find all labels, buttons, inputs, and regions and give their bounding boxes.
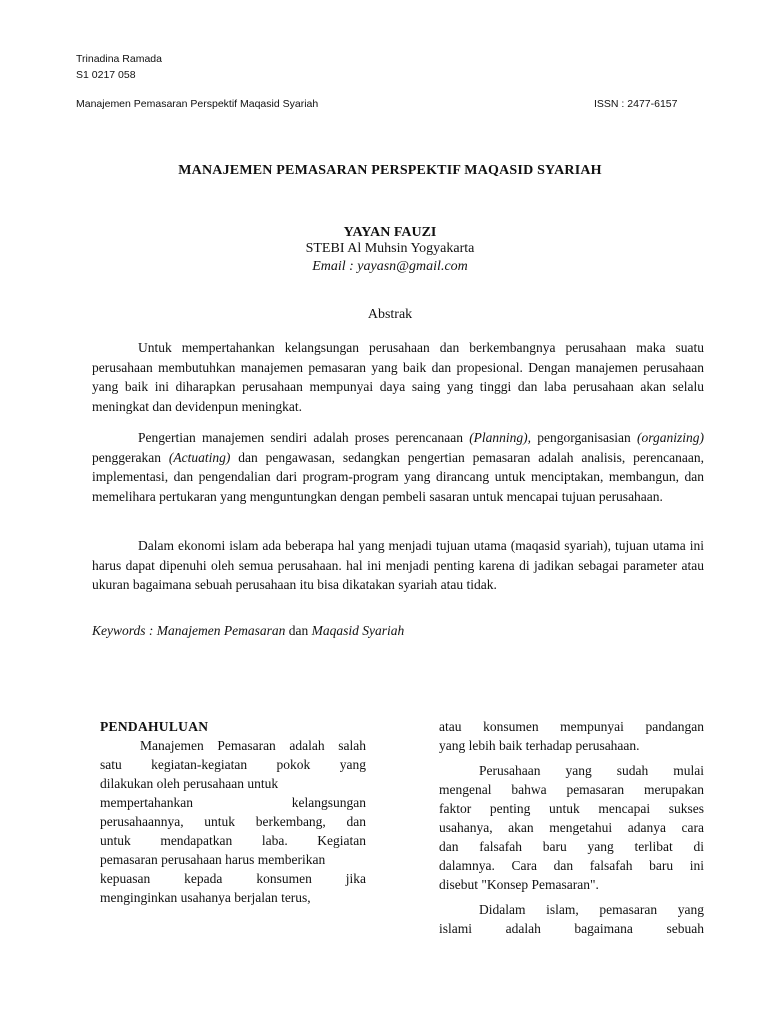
body-line: yang lebih baik terhadap perusahaan. [439, 738, 640, 753]
body-line: satu kegiatan-kegiatan pokok yang [100, 757, 366, 772]
abstract-heading: Abstrak [367, 307, 413, 322]
right-column-paragraph-3 [439, 900, 704, 938]
body-line: Perusahaan yang sudah mulai [479, 763, 704, 778]
keywords-label: Keywords : Manajemen Pemasaran [92, 623, 286, 638]
left-column-paragraph [100, 736, 366, 907]
abstract-p2-text-3: penggerakan [92, 449, 169, 465]
author-email: Email : yayasn@gmail.com [312, 259, 468, 274]
abstract-p2-text-4: dan pengawasan, sedangkan pengertian pemasaran adalah analisis, perencanaan, implementasi, dan pengendalian dari program-program yang dirancang untuk menciptakan, membangun, dan memelihara pertukaran yang menguntungkan dengan pembeli sasaran untuk mencapai tujuan perusahaan. [92, 449, 704, 504]
abstract-p2-term-planning: (Planning), [469, 430, 532, 445]
right-column-paragraph-2 [439, 761, 704, 894]
body-line: usahanya, akan mengetahui adanya cara [439, 820, 704, 835]
section-heading: PENDAHULUAN [100, 719, 209, 734]
keywords-term-2: Maqasid Syariah [311, 623, 405, 638]
author-affiliation: STEBI Al Muhsin Yogyakarta [305, 241, 475, 256]
keywords-conjunction: dan [285, 623, 312, 638]
abstract-p2-text-2: pengorganisasian [531, 430, 637, 445]
body-line: perusahaannya, untuk berkembang, dan [100, 814, 366, 829]
body-line: untuk mendapatkan laba. Kegiatan [100, 833, 366, 848]
abstract-p2-term-actuating: (Actuating) [168, 449, 231, 465]
body-line: Didalam islam, pemasaran yang [479, 902, 704, 917]
keywords [92, 623, 404, 639]
body-line: atau konsumen mempunyai pandangan [439, 719, 704, 734]
body-line: menginginkan usahanya berjalan terus, [100, 890, 311, 905]
issn: ISSN : 2477-6157 [594, 98, 678, 110]
body-right-column [439, 717, 704, 938]
abstract-p2-term-organizing: (organizing) [636, 430, 704, 445]
abstract-paragraph-2 [92, 428, 704, 506]
body-line: dalamnya. Cara dan falsafah baru ini [439, 858, 704, 873]
body-left-column [100, 717, 366, 907]
body-line: kepuasan kepada konsumen jika [100, 871, 366, 886]
author-name: YAYAN FAUZI [343, 225, 437, 240]
abstract-p2-text-1: Pengertian manajemen sendiri adalah proses perencanaan [138, 430, 470, 445]
abstract-paragraph-1: Untuk mempertahankan kelangsungan perusahaan dan berkembangnya perusahaan maka suatu perusahaan membutuhkan manajemen pemasaran yang baik dan propesional. Dengan manajemen perusahaan yang baik ini diharapkan perusahaan mempunyai daya saing yang tinggi dan laba perusahaan akan selalu meningkat dan devidenpun meningkat. [92, 340, 704, 414]
body-line: mempertahankan kelangsungan [100, 795, 366, 810]
body-line: mengenal bahwa pemasaran merupakan [439, 782, 704, 797]
header-id: S1 0217 058 [76, 69, 136, 81]
body-line: faktor penting untuk mencapai sukses [439, 801, 704, 816]
body-line: dilakukan oleh perusahaan untuk [100, 776, 279, 791]
body-line: disebut "Konsep Pemasaran". [439, 877, 599, 892]
body-line: pemasaran perusahaan harus memberikan [100, 852, 326, 867]
header-author: Trinadina Ramada [76, 53, 162, 65]
body-line: Manajemen Pemasaran adalah salah [140, 738, 366, 753]
body-line: dan falsafah baru yang terlibat di [439, 839, 704, 854]
running-title: Manajemen Pemasaran Perspektif Maqasid Syariah [76, 98, 319, 110]
body-line: islami adalah bagaimana sebuah [439, 921, 704, 936]
abstract-paragraph-3: Dalam ekonomi islam ada beberapa hal yang menjadi tujuan utama (maqasid syariah), tujuan utama ini harus dapat dipenuhi oleh semua perusahaan. hal ini menjadi penting karena di jadikan sebagai parameter atau ukuran bagaimana sebuah perusahaan itu bisa dikatakan syariah atau tidak. [92, 538, 704, 592]
paper-title: MANAJEMEN PEMASARAN PERSPEKTIF MAQASID SYARIAH [178, 163, 602, 178]
right-column-paragraph-1 [439, 717, 704, 755]
